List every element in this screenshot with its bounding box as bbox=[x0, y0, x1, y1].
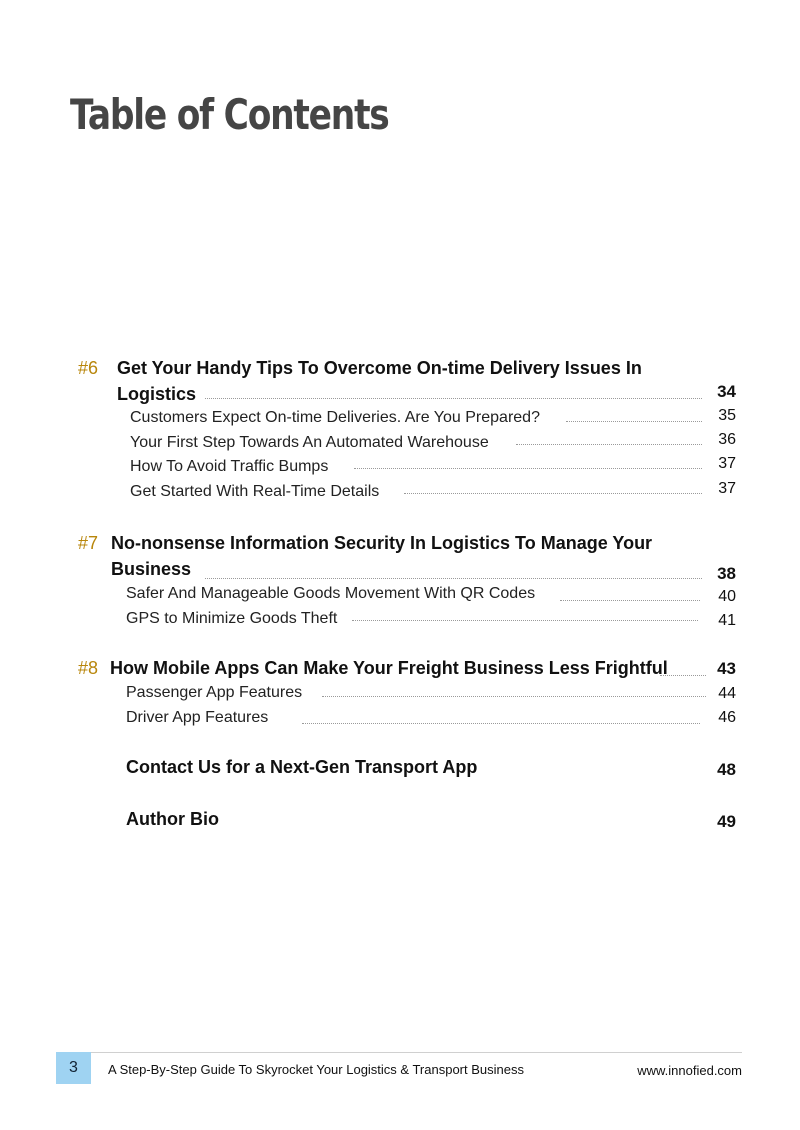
toc-item[interactable]: Passenger App Features bbox=[126, 684, 303, 701]
section-number: #8 bbox=[78, 658, 99, 678]
page-number: 49 bbox=[717, 812, 736, 831]
dot-leader bbox=[566, 421, 702, 422]
footer-divider bbox=[56, 1052, 742, 1053]
page-number: 48 bbox=[717, 760, 736, 779]
section-heading[interactable]: Get Your Handy Tips To Overcome On-time Delivery Issues In bbox=[117, 358, 642, 378]
dot-leader bbox=[205, 578, 702, 579]
toc-item[interactable]: Your First Step Towards An Automated Warehouse bbox=[130, 434, 489, 451]
page-number: 46 bbox=[718, 709, 736, 726]
toc-contact-us[interactable]: Contact Us for a Next-Gen Transport App bbox=[126, 757, 478, 777]
page-title: Table of Contents bbox=[70, 90, 389, 139]
page-number: 41 bbox=[718, 612, 736, 629]
section-heading[interactable]: No-nonsense Information Security In Logistics To Manage Your bbox=[111, 533, 653, 553]
dot-leader bbox=[560, 600, 700, 601]
section-number: #6 bbox=[78, 358, 99, 378]
toc-item[interactable]: How To Avoid Traffic Bumps bbox=[130, 458, 329, 475]
toc-item[interactable]: Customers Expect On-time Deliveries. Are You Prepared? bbox=[130, 409, 540, 426]
page-number: 43 bbox=[717, 659, 736, 678]
dot-leader bbox=[205, 398, 702, 399]
page-number: 36 bbox=[718, 431, 736, 448]
dot-leader bbox=[404, 493, 702, 494]
page-number: 37 bbox=[718, 455, 736, 472]
dot-leader bbox=[352, 620, 698, 621]
page-number: 44 bbox=[718, 685, 736, 702]
section-heading[interactable]: How Mobile Apps Can Make Your Freight Business Less Frightful bbox=[110, 658, 668, 678]
section-heading-cont[interactable]: Business bbox=[111, 559, 192, 579]
dot-leader bbox=[660, 675, 706, 676]
toc-item[interactable]: Get Started With Real-Time Details bbox=[130, 483, 380, 500]
footer-guide-title: A Step-By-Step Guide To Skyrocket Your Logistics & Transport Business bbox=[108, 1062, 524, 1077]
toc-author-bio[interactable]: Author Bio bbox=[126, 809, 219, 829]
footer-page-badge: 3 bbox=[56, 1052, 91, 1084]
toc-item[interactable]: GPS to Minimize Goods Theft bbox=[126, 610, 338, 627]
page-number: 40 bbox=[718, 588, 736, 605]
page-number: 38 bbox=[717, 564, 736, 583]
page-number: 35 bbox=[718, 407, 736, 424]
dot-leader bbox=[516, 444, 702, 445]
toc-item[interactable]: Driver App Features bbox=[126, 709, 269, 726]
section-number: #7 bbox=[78, 533, 99, 553]
page-number: 37 bbox=[718, 480, 736, 497]
footer-website-link[interactable]: www.innofied.com bbox=[637, 1063, 742, 1078]
dot-leader bbox=[302, 723, 700, 724]
toc-item[interactable]: Safer And Manageable Goods Movement With QR Codes bbox=[126, 585, 536, 602]
dot-leader bbox=[322, 696, 706, 697]
dot-leader bbox=[354, 468, 702, 469]
section-heading-cont[interactable]: Logistics bbox=[117, 384, 197, 404]
page-number: 34 bbox=[717, 382, 736, 401]
